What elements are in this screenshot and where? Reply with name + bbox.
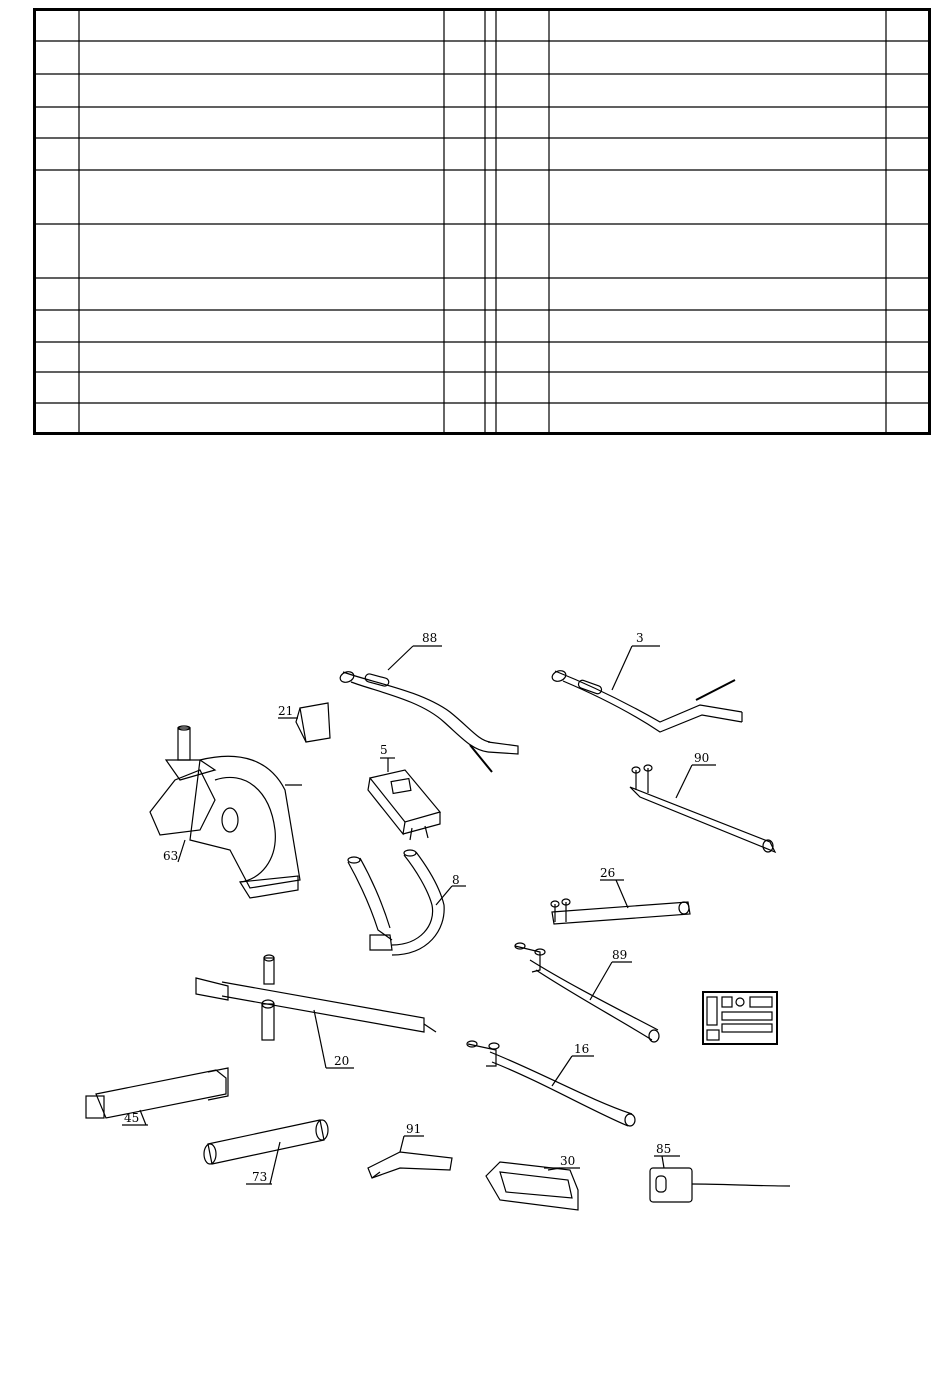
callout-3: 3 xyxy=(636,631,644,645)
callout-73: 73 xyxy=(252,1170,268,1184)
exploded-parts-diagram xyxy=(0,600,950,1240)
part-45-stabilizer xyxy=(86,1068,228,1125)
part-63-main-frame xyxy=(150,726,302,898)
callout-30: 30 xyxy=(560,1154,576,1168)
part-26-rail xyxy=(551,880,690,924)
callout-90: 90 xyxy=(694,751,710,765)
part-89-curved-arm xyxy=(515,943,659,1042)
parts-table-grid xyxy=(33,8,931,435)
callout-8: 8 xyxy=(452,873,460,887)
table-column-lines xyxy=(79,8,886,435)
callout-5: 5 xyxy=(380,743,388,757)
callout-63: 63 xyxy=(163,849,179,863)
callout-45: 45 xyxy=(124,1111,140,1125)
part-5-console xyxy=(368,758,440,840)
callout-26: 26 xyxy=(600,866,616,880)
part-91-pedal-cover xyxy=(368,1136,452,1178)
part-90-stabilizer xyxy=(630,765,775,852)
part-3-handlebar xyxy=(551,646,742,732)
parts-list-table xyxy=(33,8,931,435)
callout-88: 88 xyxy=(422,631,438,645)
part-30-pedal xyxy=(486,1162,580,1210)
table-row-lines xyxy=(33,41,931,403)
part-20-main-beam xyxy=(196,955,436,1068)
callout-16: 16 xyxy=(574,1042,590,1056)
callout-85: 85 xyxy=(656,1142,672,1156)
label-sheet xyxy=(703,992,777,1044)
table-border xyxy=(35,10,930,434)
callout-21: 21 xyxy=(278,704,294,718)
callout-20: 20 xyxy=(334,1054,350,1068)
part-88-handlebar xyxy=(339,646,518,772)
part-16-curved-arm xyxy=(467,1041,635,1126)
callout-91: 91 xyxy=(406,1122,422,1136)
callout-89: 89 xyxy=(612,948,628,962)
callouts xyxy=(124,631,709,1184)
part-85-adapter xyxy=(650,1156,790,1202)
part-8-lower-handlebar xyxy=(348,850,466,955)
parts-drawing xyxy=(0,600,950,1240)
